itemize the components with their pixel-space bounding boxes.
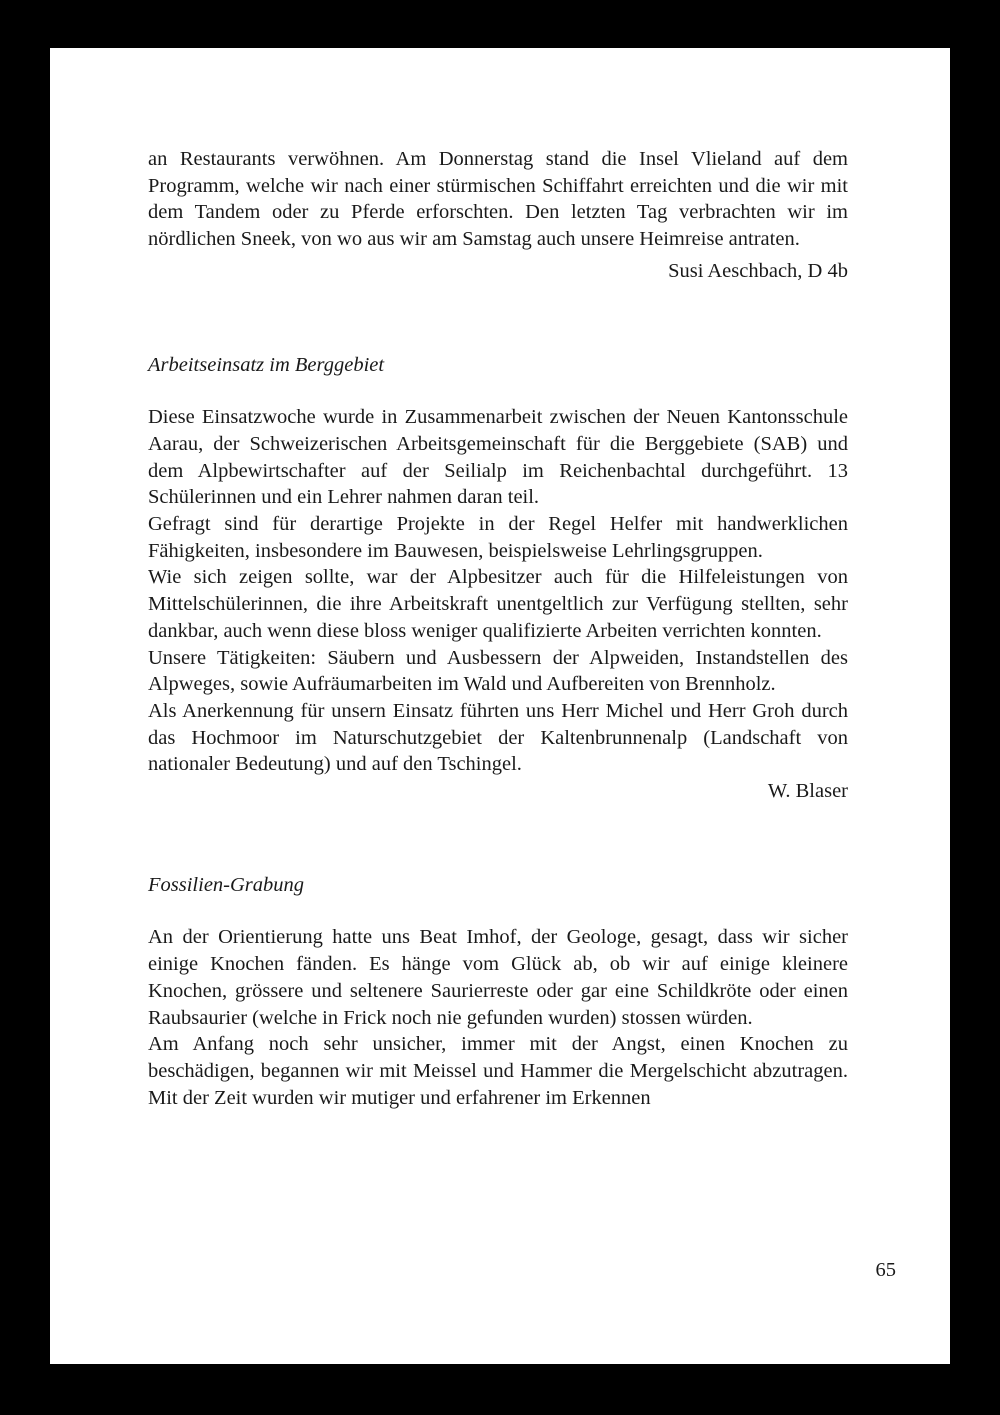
page-content xyxy=(148,146,848,1111)
document-page xyxy=(50,48,950,1364)
body-paragraph: Als Anerkennung für unsern Einsatz führten uns Herr Michel und Herr Groh durch das Hochmoor im Naturschutzgebiet der Kaltenbrunnenalp (Landschaft von nationaler Bedeutung) und auf den Tschingel. xyxy=(148,699,848,776)
body-paragraph: Am Anfang noch sehr unsicher, immer mit der Angst, einen Knochen zu beschädigen, begannen wir mit Meissel und Hammer die Mergelschicht abzutragen. Mit der Zeit wurden wir mutiger und erfahrener im Erkennen xyxy=(148,1033,848,1109)
intro-signature: Susi Aeschbach, D 4b xyxy=(668,259,848,282)
intro-paragraph: an Restaurants verwöhnen. Am Donnerstag stand die Insel Vlieland auf dem Programm, welche wir nach einer stürmischen Schiffahrt erreichten und die wir mit dem Tandem oder zu Pferde erforschten. Den letzten Tag verbrachten wir im nördlichen Sneek, von wo aus wir am Samstag auch unsere Heimreise antraten. xyxy=(148,148,848,251)
section-heading: Arbeitseinsatz im Berggebiet xyxy=(148,353,385,376)
section-fossilien xyxy=(148,872,848,1112)
section-signature: W. Blaser xyxy=(767,780,848,803)
section-arbeitseinsatz xyxy=(148,352,848,805)
body-paragraph: An der Orientierung hatte uns Beat Imhof, der Geologe, gesagt, dass wir sicher einige Knochen fänden. Es hänge vom Glück ab, ob wir auf einige kleinere Knochen, grössere und seltenere Saurierreste oder gar eine Schildkröte oder einen Raubsaurier (welche in Frick noch nie gefunden wurden) stossen würden. xyxy=(148,926,848,1029)
body-paragraph: Gefragt sind für derartige Projekte in der Regel Helfer mit handwerklichen Fähigkeiten, insbesondere im Bauwesen, beispielsweise Lehrlingsgruppen. xyxy=(148,513,848,562)
body-paragraph: Unsere Tätigkeiten: Säubern und Ausbessern der Alpweiden, Instandstellen des Alpweges, sowie Aufräumarbeiten im Wald und Aufbereiten von Brennholz. xyxy=(148,646,848,696)
body-paragraph: Wie sich zeigen sollte, war der Alpbesitzer auch für die Hilfeleistungen von Mittelschülerinnen, die ihre Arbeitskraft unentgeltlich zur Verfügung stellten, sehr dankbar, auch wenn diese bloss weniger qualifizierte Arbeiten verrichten konnten. xyxy=(148,566,848,642)
page-number: 65 xyxy=(875,1259,896,1281)
body-paragraph: Diese Einsatzwoche wurde in Zusammenarbeit zwischen der Neuen Kantonsschule Aarau, der Schweizerischen Arbeitsgemeinschaft für die Berggebiete (SAB) und dem Alpbewirtschafter auf der Seilialp im Reichenbachtal durchgeführt. 13 Schülerinnen und ein Lehrer nahmen daran teil. xyxy=(148,406,848,509)
section-heading: Fossilien-Grabung xyxy=(148,873,305,896)
